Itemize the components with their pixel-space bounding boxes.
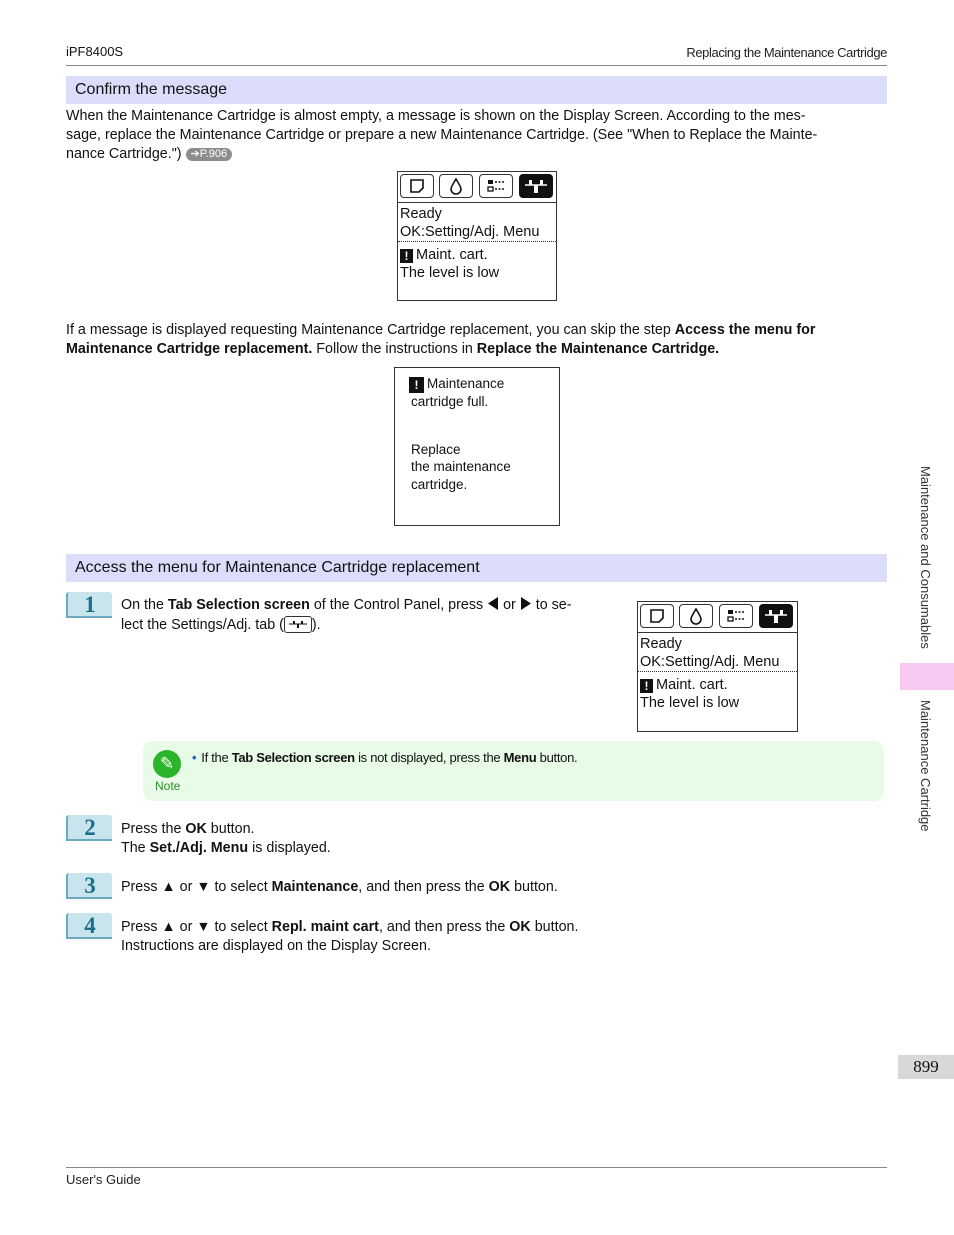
running-header: Replacing the Maintenance Cartridge (686, 45, 887, 60)
lcd-status: Ready (400, 206, 442, 222)
skip-paragraph: If a message is displayed requesting Maintenance Cartridge replacement, you can skip the step Access the menu for Maintenance Cartridge replacement. Follow the instructions in Replace the Maintenance Cartridge. (66, 322, 816, 357)
doc-model: iPF8400S (66, 44, 124, 59)
settings-tab-icon (759, 604, 793, 628)
job-tab-icon (719, 604, 753, 628)
step-number: 1 (66, 592, 112, 618)
step-2-text: Press the OK button. The Set./Adj. Menu is displayed. (121, 821, 331, 856)
section-heading-confirm: Confirm the message (66, 76, 887, 104)
step-1-text: On the Tab Selection screen of the Control Panel, press or to se- lect the Settings/Adj. tab ( ). (121, 597, 572, 633)
step-3-text: Press ▲ or ▼ to select Maintenance, and then press the OK button. (121, 879, 558, 895)
intro-paragraph: When the Maintenance Cartridge is almost empty, a message is shown on the Display Screen. According to the mes- sage, replace the Maintenance Cartridge or prepare a new Maintenance Cartridge. (See "When to Replace the Mainte- nance Cartridge.") ➔P.906 (66, 108, 818, 162)
page-number: 899 (898, 1055, 954, 1079)
lcd-menu-hint: OK:Setting/Adj. Menu (398, 223, 556, 242)
page-reference-link[interactable]: ➔P.906 (186, 148, 233, 161)
ink-tab-icon (679, 604, 713, 628)
lcd-warning-line: ! Maint. cart. (638, 676, 797, 694)
ink-tab-icon (439, 174, 473, 198)
lcd-warning-detail: The level is low (400, 265, 500, 281)
step-4-text: Press ▲ or ▼ to select Repl. maint cart, and then press the OK button. Instructions are displayed on the Display Screen. (121, 919, 579, 954)
lcd-tab-bar (638, 602, 797, 633)
settings-tab-icon (519, 174, 553, 198)
maintenance-full-message: ! Maintenance cartridge full. Replace the maintenance cartridge. (394, 367, 560, 526)
lcd-status: Ready (640, 636, 682, 652)
right-arrow-icon (520, 597, 532, 610)
step-number: 2 (66, 815, 112, 841)
warning-icon: ! (640, 679, 653, 693)
footer-rule (66, 1167, 887, 1168)
footer-text: User's Guide (66, 1172, 141, 1187)
side-tab-section[interactable]: Maintenance Cartridge (918, 700, 933, 832)
lcd-menu-hint: OK:Setting/Adj. Menu (638, 653, 797, 672)
warning-icon: ! (400, 249, 413, 263)
lcd-display (637, 601, 798, 732)
settings-tab-inline-icon (284, 616, 312, 633)
paper-tab-icon (640, 604, 674, 628)
lcd-display (397, 171, 557, 301)
job-tab-icon (479, 174, 513, 198)
lcd-tab-bar (398, 172, 556, 203)
lcd-warning-line: ! Maint. cart. (398, 246, 556, 264)
note-label: Note (155, 779, 181, 793)
note-text: • If the Tab Selection screen is not displayed, press the Menu button. (192, 750, 578, 765)
bullet-icon: • (192, 750, 197, 765)
side-tab-chapter[interactable]: Maintenance and Consumables (918, 466, 933, 649)
step-number: 3 (66, 873, 112, 899)
left-arrow-icon (487, 597, 499, 610)
note-pencil-icon: ✎ (153, 750, 181, 778)
section-heading-access-menu: Access the menu for Maintenance Cartridge replacement (66, 554, 887, 582)
paper-tab-icon (400, 174, 434, 198)
step-number: 4 (66, 913, 112, 939)
lcd-warning-detail: The level is low (640, 695, 740, 711)
side-tab-marker (900, 663, 954, 690)
warning-icon: ! (409, 377, 424, 393)
header-rule (66, 65, 887, 66)
